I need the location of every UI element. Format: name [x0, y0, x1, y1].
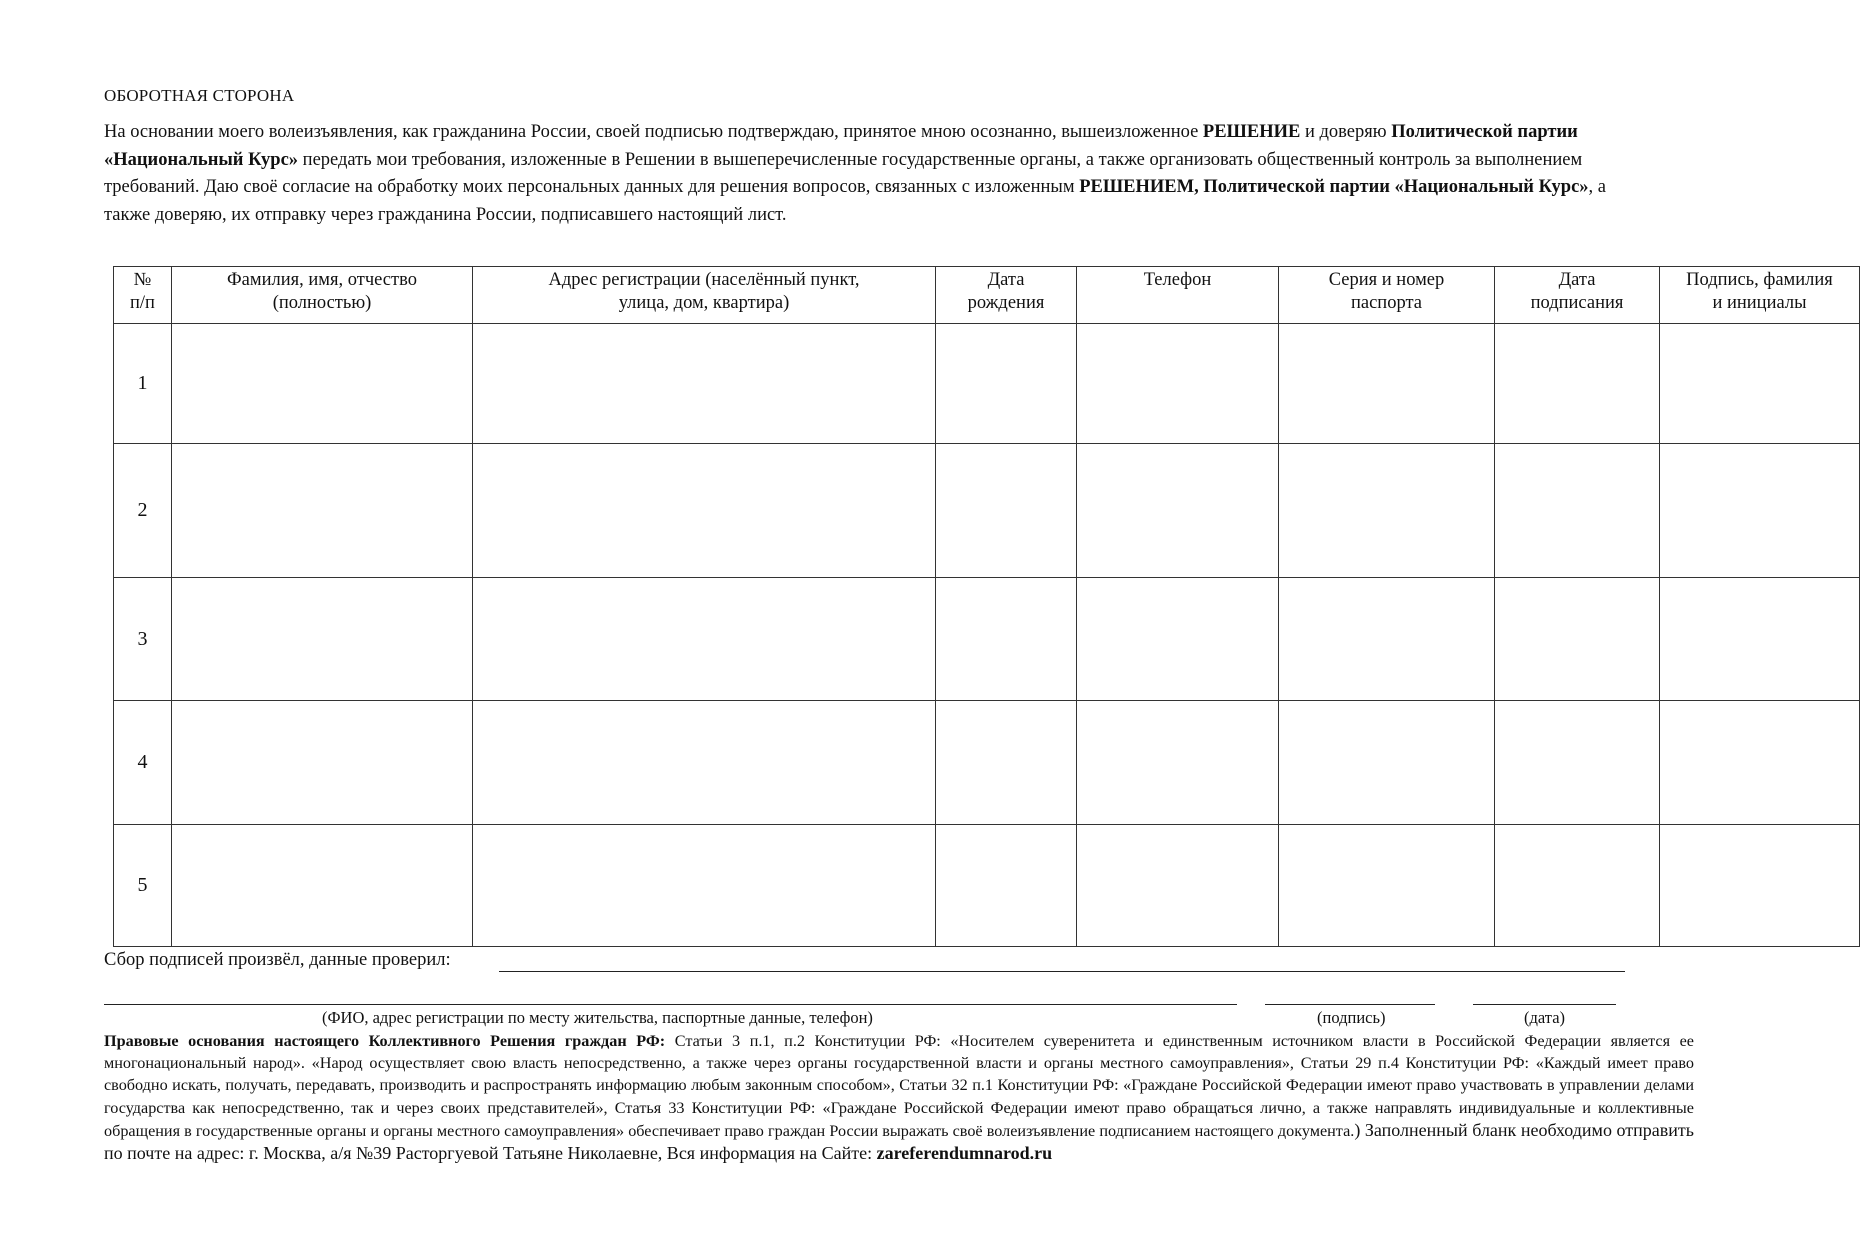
signature-line[interactable]	[1265, 1004, 1435, 1005]
date-caption: (дата)	[1524, 1008, 1566, 1027]
cell-phone[interactable]	[1077, 324, 1279, 444]
row-number: 3	[114, 578, 172, 701]
row-number: 4	[114, 701, 172, 825]
fio-caption: (ФИО, адрес регистрации по месту жительства, паспортные данные, телефон)	[322, 1008, 873, 1027]
cell-signature[interactable]	[1660, 444, 1860, 578]
cell-phone[interactable]	[1077, 578, 1279, 701]
cell-passport[interactable]	[1279, 825, 1495, 947]
fio-line[interactable]	[104, 1004, 1237, 1005]
cell-signature[interactable]	[1660, 825, 1860, 947]
consent-bold-decision: РЕШЕНИЕ	[1202, 122, 1301, 142]
cell-signature[interactable]	[1660, 324, 1860, 444]
cell-birth-date[interactable]	[936, 701, 1077, 825]
header-signature: Подпись, фамилия и инициалы	[1660, 267, 1860, 324]
consent-text-3: передать мои требования, изложенные в Решении в вышеперечисленные государственные органы, а также организовать общественный контроль за выполнением требований. Даю своё согласие на обработку моих персональных данных для решения вопросов, связанных с изложенным	[104, 149, 1583, 197]
cell-address[interactable]	[473, 825, 936, 947]
cell-signature[interactable]	[1660, 578, 1860, 701]
cell-sign-date[interactable]	[1495, 825, 1660, 947]
cell-full-name[interactable]	[172, 444, 473, 578]
cell-address[interactable]	[473, 701, 936, 825]
collector-name-line[interactable]	[499, 971, 1625, 972]
header-birth-date: Дата рождения	[936, 267, 1077, 324]
signature-caption: (подпись)	[1317, 1008, 1386, 1027]
cell-address[interactable]	[473, 578, 936, 701]
signature-table	[113, 266, 1860, 947]
consent-text-1: На основании моего волеизъявления, как гражданина России, своей подписью подтверждаю, принятое мною осознанно, вышеизложенное	[104, 122, 1203, 142]
cell-birth-date[interactable]	[936, 444, 1077, 578]
cell-phone[interactable]	[1077, 444, 1279, 578]
mail-instruction: Заполненный бланк необходимо отправить по почте на адрес:	[104, 1119, 1694, 1164]
date-line[interactable]	[1473, 1004, 1616, 1005]
collector-label: Сбор подписей произвёл, данные проверил:	[104, 950, 451, 970]
website-link[interactable]: zareferendumnarod.ru	[876, 1143, 1053, 1164]
table-header-row	[114, 267, 1860, 324]
cell-phone[interactable]	[1077, 825, 1279, 947]
table-row	[114, 324, 1860, 444]
cell-signature[interactable]	[1660, 701, 1860, 825]
cell-address[interactable]	[473, 444, 936, 578]
header-passport: Серия и номер паспорта	[1279, 267, 1495, 324]
row-number: 1	[114, 324, 172, 444]
cell-sign-date[interactable]	[1495, 444, 1660, 578]
header-phone: Телефон	[1077, 267, 1279, 324]
cell-phone[interactable]	[1077, 701, 1279, 825]
header-number: № п/п	[114, 267, 172, 324]
legal-text: Статьи 3 п.1, п.2 Конституции РФ: «Носителем суверенитета и единственным источником власти в Российской Федерации является ее многонациональный народ». «Народ осуществляет свою власть непосредственно, а также через органы государственной власти и органы местного самоуправления», Статьи 29 п.4 Конституции РФ: «Каждый имеет право свободно искать, получать, передавать, производить и распространять информацию любым законным способом», Статьи 32 п.1 Конституции РФ: «Граждане Российской Федерации имеют право участвовать в управлении делами государства как непосредственно, так и через своих представителей», Статья 33 Конституции РФ: «Граждане Российской Федерации имеют право обращаться лично, а также направлять индивидуальные и коллективные обращения в государственные органы и органы местного самоуправления» обеспечивает право граждан России выражать своё волеизъявление подписанием настоящего документа.	[104, 1032, 1694, 1140]
cell-passport[interactable]	[1279, 578, 1495, 701]
cell-full-name[interactable]	[172, 701, 473, 825]
consent-text-4: , а также доверяю, их отправку через гражданина России, подписавшего настоящий лист.	[104, 177, 1607, 225]
cell-passport[interactable]	[1279, 324, 1495, 444]
legal-close-paren: )	[1354, 1119, 1361, 1140]
legal-heading: Правовые основания настоящего Коллективного Решения граждан РФ:	[104, 1032, 666, 1050]
cell-sign-date[interactable]	[1495, 701, 1660, 825]
cell-full-name[interactable]	[172, 324, 473, 444]
cell-birth-date[interactable]	[936, 578, 1077, 701]
cell-passport[interactable]	[1279, 444, 1495, 578]
cell-sign-date[interactable]	[1495, 324, 1660, 444]
header-sign-date: Дата подписания	[1495, 267, 1660, 324]
row-number: 2	[114, 444, 172, 578]
cell-address[interactable]	[473, 324, 936, 444]
cell-full-name[interactable]	[172, 825, 473, 947]
row-number: 5	[114, 825, 172, 947]
cell-full-name[interactable]	[172, 578, 473, 701]
header-full-name: Фамилия, имя, отчество (полностью)	[172, 267, 473, 324]
consent-text-2: и доверяю	[1300, 122, 1392, 142]
table-row	[114, 701, 1860, 825]
cell-passport[interactable]	[1279, 701, 1495, 825]
table-row	[114, 578, 1860, 701]
cell-sign-date[interactable]	[1495, 578, 1660, 701]
consent-bold-decision-party: РЕШЕНИЕМ, Политической партии «Национальный Курс»	[1079, 177, 1589, 197]
header-address: Адрес регистрации (населённый пункт, улица, дом, квартира)	[473, 267, 936, 324]
cell-birth-date[interactable]	[936, 825, 1077, 947]
table-row	[114, 825, 1860, 947]
legal-basis	[104, 1030, 1694, 1165]
consent-bold-party: Политической партии «Национальный Курс»	[104, 122, 1578, 170]
consent-paragraph	[104, 119, 1634, 229]
table-row	[114, 444, 1860, 578]
mail-address: г. Москва, а/я №39 Расторгуевой Татьяне Николаевне, Вся информация на Сайте:	[244, 1143, 877, 1164]
page-side-title: ОБОРОТНАЯ СТОРОНА	[104, 86, 295, 105]
cell-birth-date[interactable]	[936, 324, 1077, 444]
